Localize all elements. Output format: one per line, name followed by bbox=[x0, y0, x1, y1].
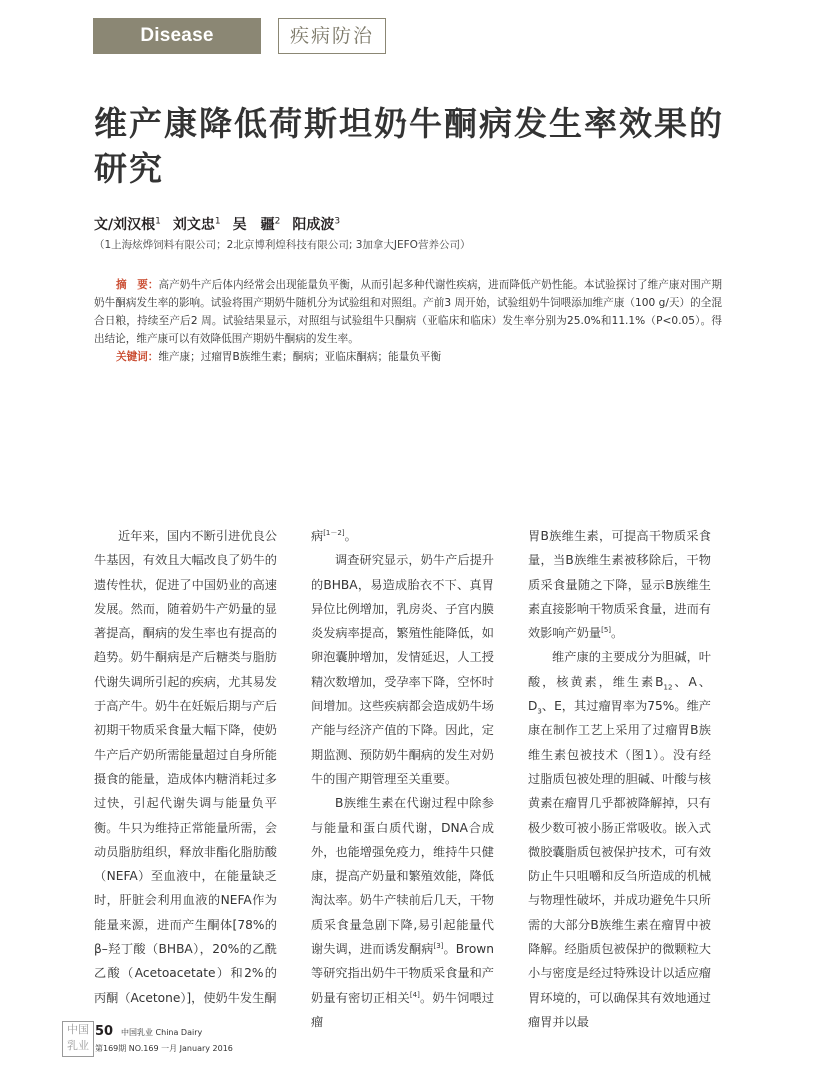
citation: [4] bbox=[409, 990, 420, 999]
paragraph: 近年来，国内不断引进优良公牛基因，有效且大幅改良了奶牛的遗传性状，促进了中国奶业的高速发展。然而，随着奶牛产奶量的显著提高，酮病的发生率也有提高的趋势。奶牛酮病是产后糖类与脂肪代谢失调所引起的疾病，尤其易发于高产牛。奶牛在妊娠后期与产后初期干物质采食量大幅下降，使奶牛产后产奶所需能量超过自身所能摄食的能量，造成体内糖消耗过多过快，引起代谢失调与能量负平衡。牛只为维持正常能量所需，会动员脂肪组织，释放非酯化脂肪酸（NEFA）至血液中，在能量缺乏时，肝脏会利用血液的NEFA作为能量来源，进而产生酮体[78%的β–羟丁酸（BHBA），20%的乙酰乙酸（Acetoacetate）和2%的丙酮（Acetone）]，使奶牛发生酮 bbox=[94, 529, 277, 1005]
author-name: 刘文忠 bbox=[172, 217, 215, 233]
abstract-label: 摘 要： bbox=[116, 279, 159, 291]
author-prefix: 文/ bbox=[94, 217, 114, 233]
paragraph: 病[1－2]。 bbox=[311, 528, 357, 543]
keywords-label: 关键词： bbox=[116, 351, 159, 363]
abstract-text: 高产奶牛产后体内经常会出现能量负平衡，从而引起多种代谢性疾病，进而降低产奶性能。本试验探讨了维产康对围产期奶牛酮病发生率的影响。试验将围产期奶牛随机分为试验组和对照组。产前3 周开始，试验组奶牛饲喂添加维产康（100 g/天）的全混合日粮，持续至产后2 周。试验结果显示，对照组与试验组牛只酮病（亚临床和临床）发生率分别为25.0%和11.1%（P<0.05）。得出结论，维产康可以有效降低围产期奶牛酮病的发生率。 bbox=[94, 279, 722, 345]
article-title: 维产康降低荷斯坦奶牛酮病发生率效果的研究 bbox=[94, 104, 724, 188]
abstract bbox=[94, 276, 722, 366]
author-affil-mark: 2 bbox=[274, 216, 281, 227]
journal-logo: 中国乳业 bbox=[62, 1021, 94, 1057]
section-tag-english: Disease Prevention bbox=[93, 18, 261, 54]
paragraph: 维产康的主要成分为胆碱，叶酸，核黄素，维生素$B_{12}$、A、$D_3$、E，其过瘤胃率为75%。维产康在制作工艺上采用了过瘤胃B族维生素包被技术（图1）。没有经过脂质包被处理的胆碱、叶酸与核黄素在瘤胃几乎都被降解掉，只有极少数可被小肠正常吸收。嵌入式微胶囊脂质包被保护技术，可有效防止牛只咀嚼和反刍所造成的机械与物理性破坏，并成功避免牛只所需的大部分B族维生素在瘤胃中被降解。经脂质包被保护的微颗粒大小与密度是经过特殊设计以适应瘤胃环境的，可以确保其有效地通过瘤胃并以最 bbox=[528, 650, 711, 1029]
author-line bbox=[94, 214, 340, 234]
paragraph: 胃B族维生素，可提高干物质采食量，当B族维生素被移除后，干物质采食量随之下降，显示B族维生素直接影响干物质采食量，进而有效影响产奶量[5]。 bbox=[528, 529, 711, 641]
author-affil-mark: 1 bbox=[214, 216, 221, 227]
citation: [3] bbox=[433, 941, 444, 950]
author-affiliations: （1上海炫烨饲料有限公司；2北京博利煌科技有限公司; 3加拿大JEFO营养公司） bbox=[94, 239, 471, 251]
author-affil-mark: 3 bbox=[334, 216, 341, 227]
author-name: 阳成波 bbox=[292, 217, 335, 233]
section-tag-chinese: 疾病防治 bbox=[278, 18, 386, 54]
body-column-3 bbox=[528, 524, 711, 1034]
body-column-1 bbox=[94, 524, 277, 1010]
paragraph: 调查研究显示，奶牛产后提升的BHBA，易造成胎衣不下、真胃异位比例增加，乳房炎、子宫内膜炎发病率提高，繁殖性能降低，如卵泡囊肿增加，发情延迟，人工授精次数增加，受孕率下降，空怀时间增加。这些疾病都会造成奶牛场产能与经济产值的下降。因此，定期监测、预防奶牛酮病的发生对奶牛的围产期管理至关重要。 bbox=[311, 553, 494, 786]
citation: [1－2] bbox=[323, 528, 345, 537]
author-name: 吴 疆 bbox=[232, 217, 275, 233]
paragraph: B族维生素在代谢过程中除参与能量和蛋白质代谢，DNA合成外，也能增强免疫力，维持牛只健康，提高产奶量和繁殖效能，降低淘汰率。奶牛产犊前后几天，干物质采食量急剧下降,易引起能量代谢失调，进而诱发酮病[3]。Brown等研究指出奶牛干物质采食量和产奶量有密切正相关[4]。奶牛饲喂过瘤 bbox=[311, 796, 495, 1029]
issue-info: 第169期 NO.169 一月 January 2016 bbox=[95, 1044, 233, 1053]
author-name: 刘汉根 bbox=[113, 217, 156, 233]
journal-name: 中国乳业 China Dairy bbox=[121, 1028, 203, 1037]
keywords-text: 维产康；过瘤胃B族维生素；酮病；亚临床酮病；能量负平衡 bbox=[158, 351, 442, 363]
page-number: 50 bbox=[95, 1024, 114, 1039]
citation: [5] bbox=[601, 626, 612, 635]
body-column-2 bbox=[311, 524, 494, 1034]
author-affil-mark: 1 bbox=[155, 216, 161, 227]
